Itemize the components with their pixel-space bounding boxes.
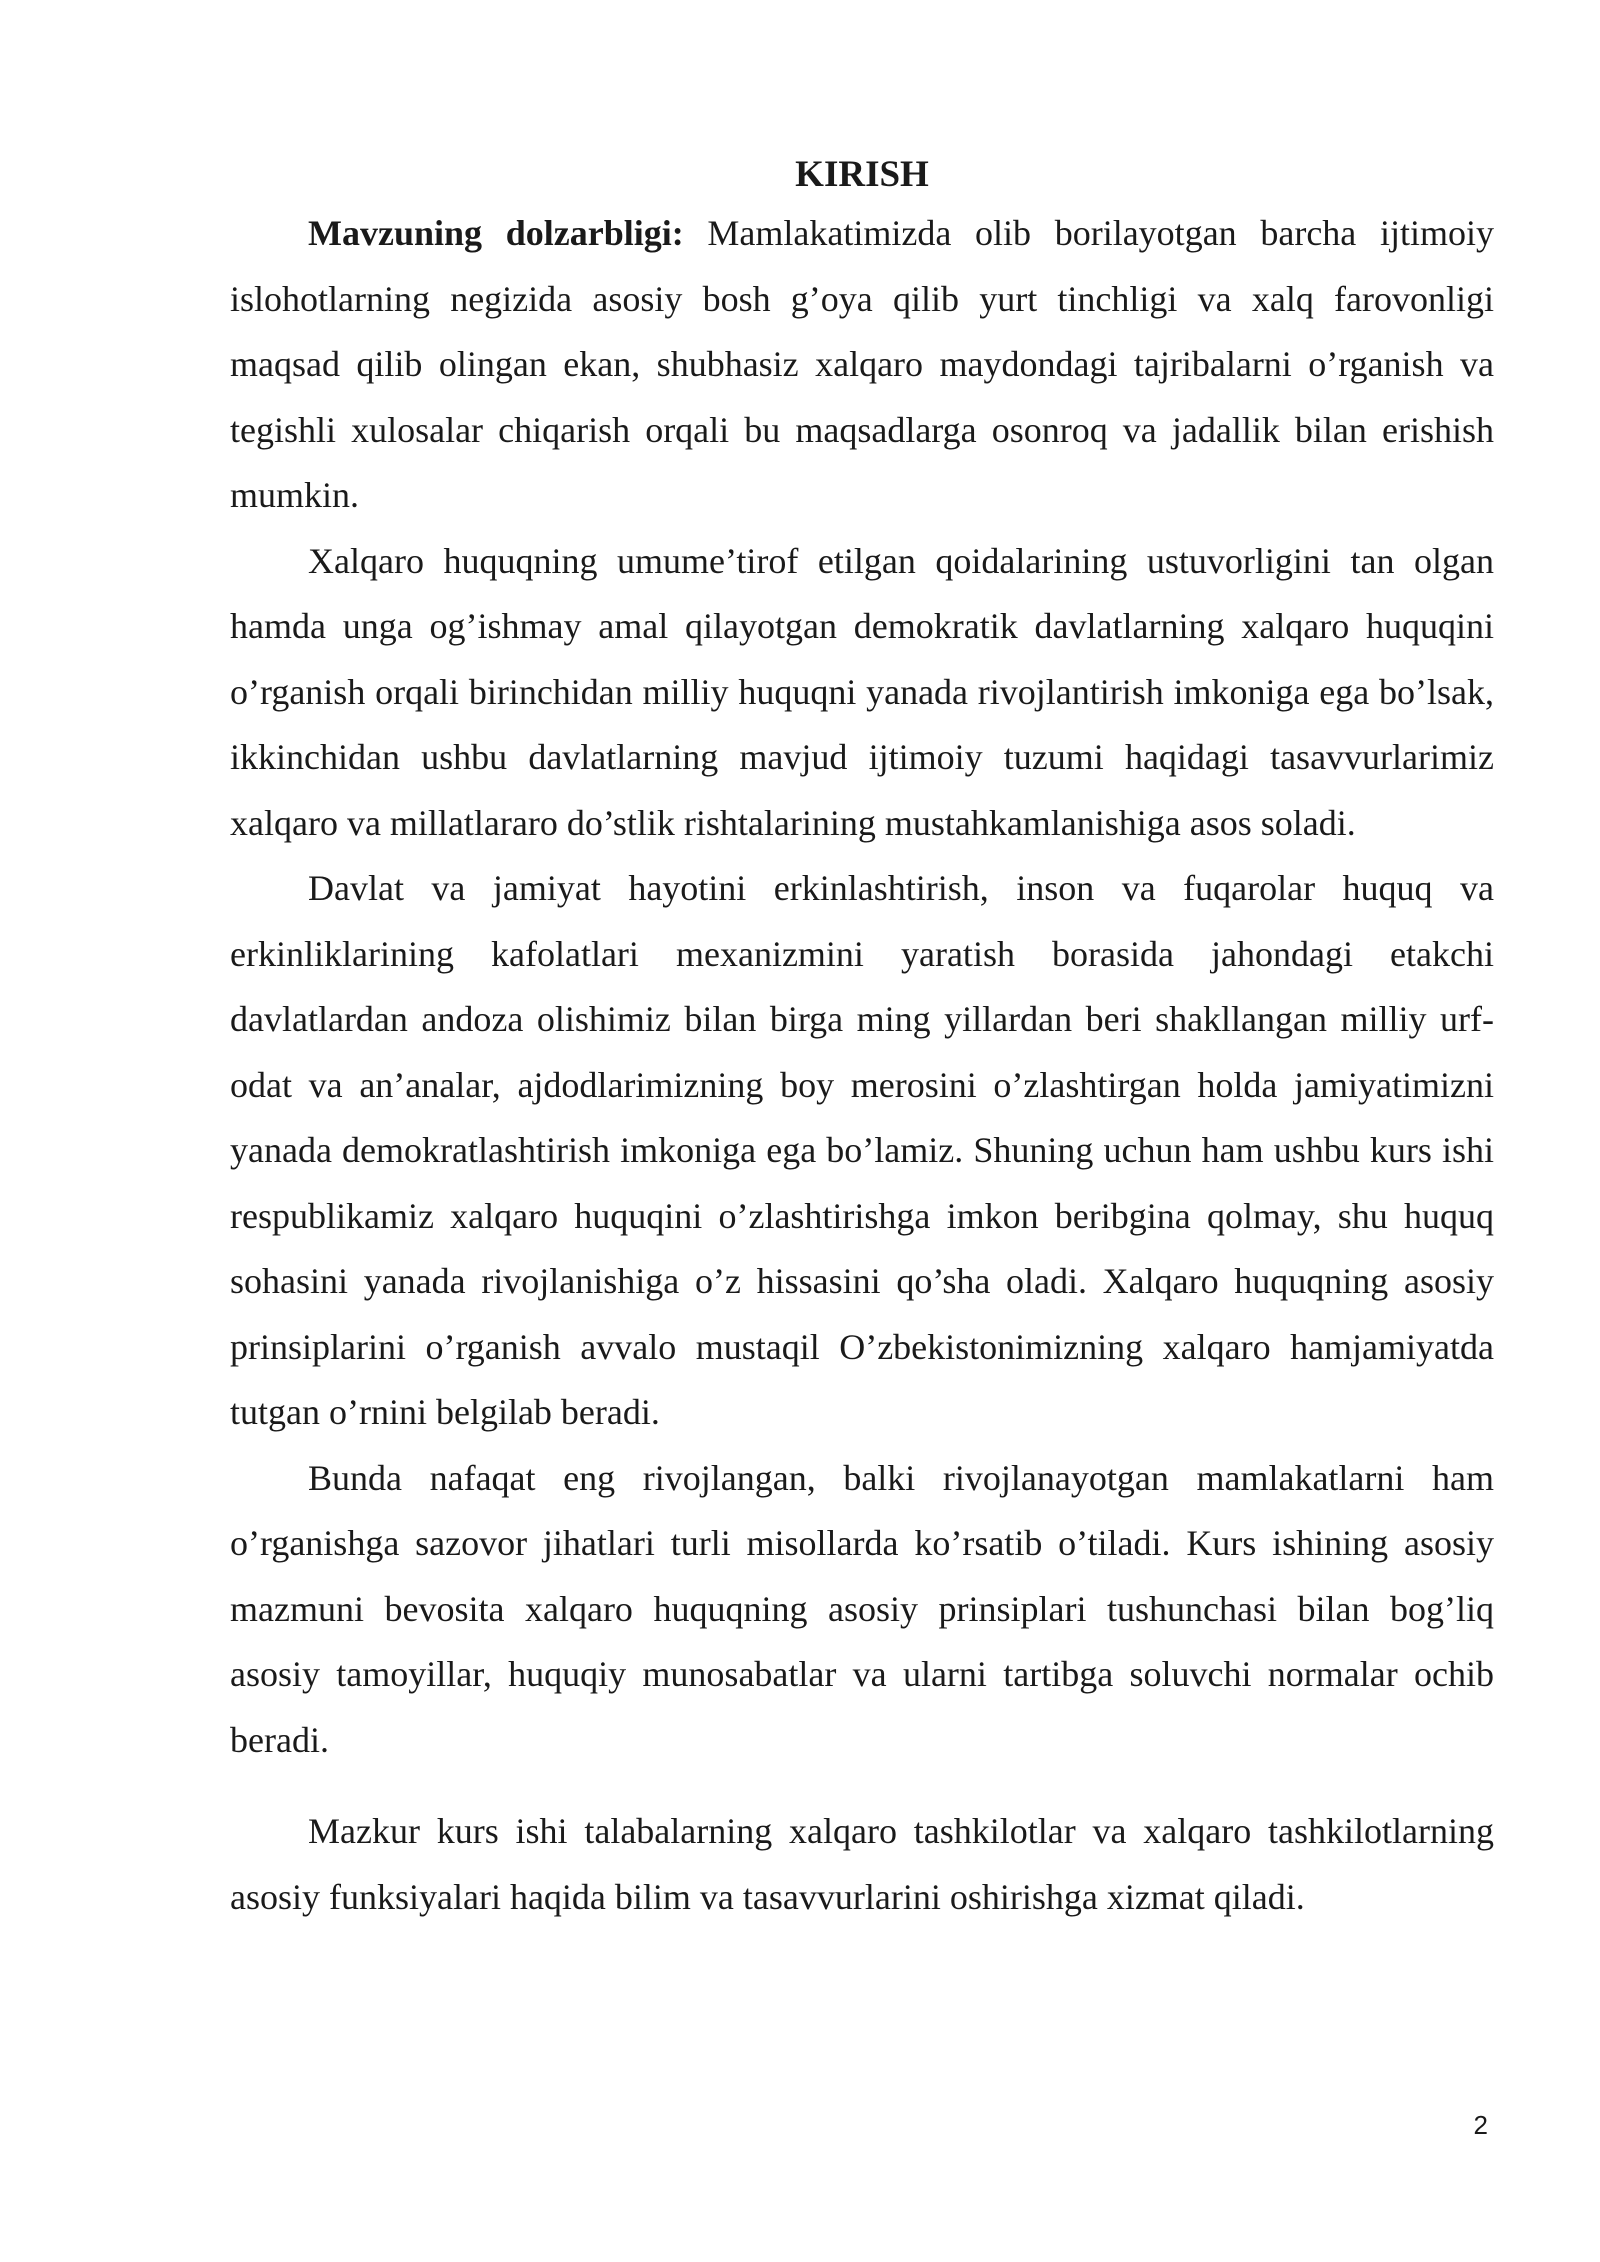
paragraph-lead: Mavzuning dolzarbligi: [308,213,684,253]
paragraph-international-law: Xalqaro huquqning umume’tirof etilgan qoidalarining ustuvorligini tan olgan hamda unga og’ishmay amal qilayotgan demokratik davlatlarning xalqaro huquqini o’rganish orqali birinchidan milliy huquqni yanada rivojlantirish imkoniga ega bo’lsak, ikkinchidan ushbu davlatlarning mavjud ijtimoiy tuzumi haqidagi tasavvurlarimiz xalqaro va millatlararo do’stlik rishtalarining mustahkamlanishiga asos soladi. [230,540,1494,843]
paragraph-democratization: Davlat va jamiyat hayotini erkinlashtirish, inson va fuqarolar huquq va erkinliklarining kafolatlari mexanizmini yaratish borasida jahondagi etakchi davlatlardan andoza olishimiz bilan birga ming yillardan beri shakllangan milliy urf-odat va an’analar, ajdodlarimizning boy merosini o’zlashtirgan holda jamiyatimizni yanada demokratlashtirish imkoniga ega bo’lamiz. Shuning uchun ham ushbu kurs ishi respublikamiz xalqaro huquqini o’zlashtirishga imkon beribgina qolmay, shu huquq sohasini yanada rivojlanishiga o’z hissasini qo’sha oladi. Xalqaro huquqning asosiy prinsiplarini o’rganish avvalo mustaqil O’zbekistonimizning xalqaro hamjamiyatda tutgan o’rnini belgilab beradi. [230,868,1494,1432]
page-number: 2 [1473,2110,1488,2140]
paragraph-relevance [230,201,1494,529]
document-page [230,150,1494,1930]
paragraph-course-content: Bunda nafaqat eng rivojlangan, balki rivojlanayotgan mamlakatlarni ham o’rganishga sazovor jihatlari turli misollarda ko’rsatib o’tiladi. Kurs ishining asosiy mazmuni bevosita xalqaro huquqning asosiy prinsiplari tushunchasi bilan bog’liq asosiy tamoyillar, huquqiy munosabatlar va ularni tartibga soluvchi normalar ochib beradi. [230,1457,1494,1760]
paragraph-course-purpose: Mazkur kurs ishi talabalarning xalqaro tashkilotlar va xalqaro tashkilotlarning asosiy funksiyalari haqida bilim va tasavvurlarini oshirishga xizmat qiladi. [230,1811,1494,1917]
page-title: KIRISH [795,154,929,195]
paragraph-text: Mamlakatimizda olib borilayotgan barcha ijtimoiy islohotlarning negizida asosiy bosh g’oya qilib yurt tinchligi va xalq farovonligi maqsad qilib olingan ekan, shubhasiz xalqaro maydondagi tajribalarni o’rganish va tegishli xulosalar chiqarish orqali bu maqsadlarga osonroq va jadallik bilan erishish mumkin. [230,213,1494,515]
